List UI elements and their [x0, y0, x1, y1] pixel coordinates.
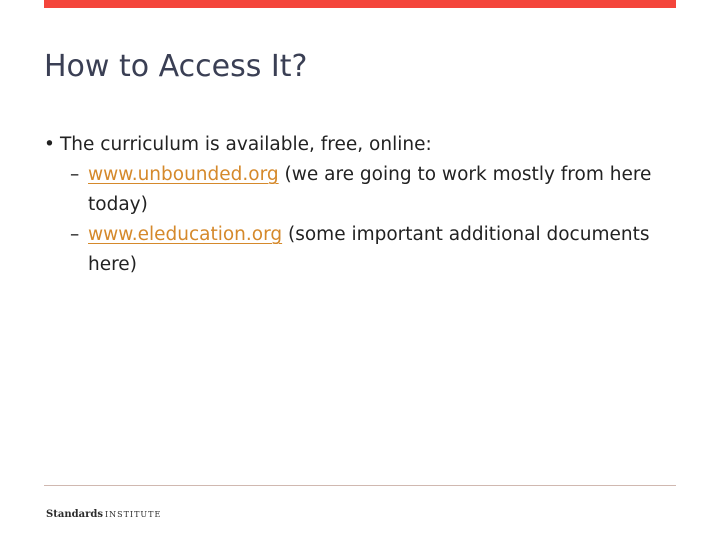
logo-main-text: Standards	[46, 509, 103, 520]
main-bullet-text: The curriculum is available, free, online:	[60, 134, 432, 155]
unbounded-description: (we are going to work mostly from here today)	[88, 164, 652, 215]
eleducation-link[interactable]: www.eleducation.org	[88, 224, 283, 245]
standards-institute-logo	[46, 504, 161, 520]
top-accent-bar	[44, 0, 676, 8]
unbounded-link[interactable]: www.unbounded.org	[88, 164, 279, 185]
sub-bullet-unbounded	[70, 160, 676, 220]
sub-bullet-text	[88, 160, 676, 220]
eleducation-description: (some important additional documents here)	[88, 224, 650, 275]
sub-bullet-eleducation	[70, 220, 676, 280]
sub-bullet-text	[88, 220, 676, 280]
logo-sub-text: INSTITUTE	[104, 510, 162, 519]
bullet-marker: •	[44, 134, 55, 155]
footer-divider	[44, 485, 676, 486]
sub-bullet-dash: –	[70, 224, 80, 245]
slide-content	[44, 130, 676, 280]
sub-bullet-dash: –	[70, 164, 80, 185]
slide-title: How to Access It?	[44, 49, 308, 84]
main-bullet	[44, 130, 676, 160]
